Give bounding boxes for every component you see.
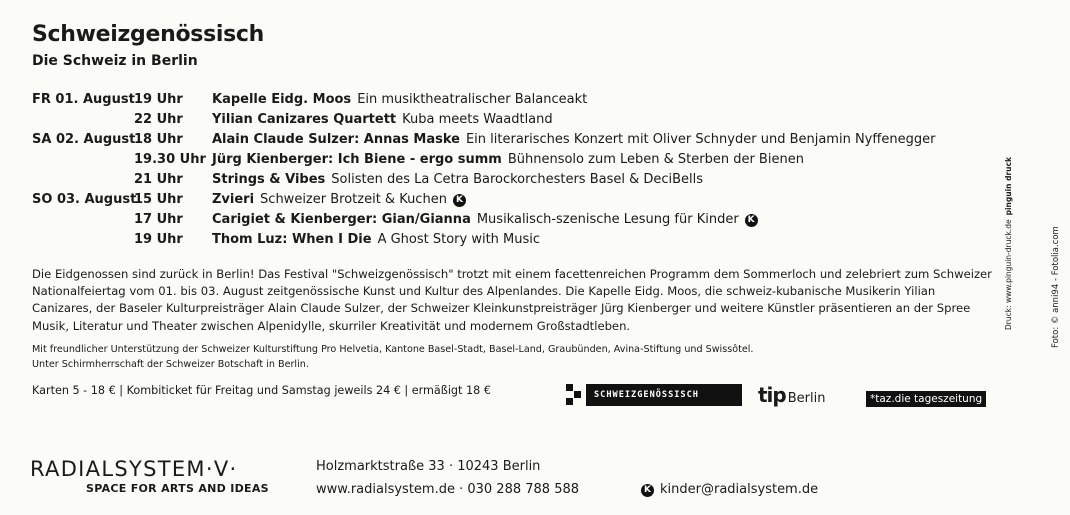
event-time: 21 Uhr (134, 172, 183, 187)
event-day: SO 03. August (32, 192, 137, 207)
event-time: 18 Uhr (134, 132, 183, 147)
tip-berlin-logo (758, 383, 825, 407)
event-time: 15 Uhr (134, 192, 183, 207)
event-description: Musikalisch-szenische Lesung für Kinder (476, 212, 739, 227)
print-credit (1004, 157, 1013, 330)
event-description: Ein literarisches Konzert mit Oliver Schnyder und Benjamin Nyffenegger (465, 132, 936, 147)
website-phone: www.radialsystem.de · 030 288 788 588 (316, 482, 580, 497)
logo-text: SCHWEIZGENÖSSISCH (586, 384, 742, 406)
event-day: SA 02. August (32, 132, 136, 147)
event-name: Thom Luz: When I Die (212, 232, 372, 247)
event-name: Jürg Kienberger: Ich Biene - ergo summ (212, 152, 502, 167)
tip-logo-word: tip (758, 383, 786, 407)
event (212, 132, 935, 147)
event (212, 232, 540, 247)
schweizgenoessisch-logo (566, 384, 742, 406)
page-subtitle: Die Schweiz in Berlin (32, 53, 198, 69)
event-time: 22 Uhr (134, 112, 183, 127)
event-name: Yilian Canizares Quartett (212, 112, 397, 127)
photo-credit: Foto: © anni94 - Fotolia.com (1051, 226, 1061, 348)
event-day: FR 01. August (32, 92, 135, 107)
event-time: 19.30 Uhr (134, 152, 206, 167)
logo-square (566, 398, 573, 405)
tip-logo-city: Berlin (787, 391, 826, 406)
event-name: Alain Claude Sulzer: Annas Maske (212, 132, 460, 147)
event (212, 112, 553, 127)
email-text: kinder@radialsystem.de (660, 482, 819, 497)
event-description: Solisten des La Cetra Barockorchesters Basel & DeciBells (331, 172, 704, 187)
contact-email (641, 482, 818, 497)
event-description: Bühnensolo zum Leben & Sterben der Bienen (507, 152, 804, 167)
event (212, 212, 758, 227)
kids-icon: K (745, 214, 758, 227)
print-logo: pinguin druck (1004, 157, 1013, 216)
event-time: 17 Uhr (134, 212, 183, 227)
event-name: Zvieri (212, 192, 255, 207)
event (212, 172, 703, 187)
patronage-line: Unter Schirmherrschaft der Schweizer Botschaft in Berlin. (32, 358, 309, 370)
logo-square (574, 391, 581, 398)
event (212, 192, 466, 207)
support-line: Mit freundlicher Unterstützung der Schweizer Kulturstiftung Pro Helvetia, Kantone Basel-Stadt, Basel-Land, Graubünden, Avina-Stiftung und Swissôtel. (32, 344, 754, 355)
kids-icon: K (453, 194, 466, 207)
event-description: Schweizer Brotzeit & Kuchen (260, 192, 447, 207)
event-time: 19 Uhr (134, 92, 183, 107)
kids-icon: K (641, 484, 654, 497)
page-title: Schweizgenössisch (32, 22, 265, 47)
print-credit-text: Druck: www.pinguin-druck.de (1004, 219, 1013, 330)
event-description: A Ghost Story with Music (377, 232, 541, 247)
event (212, 92, 587, 107)
event-name: Strings & Vibes (212, 172, 326, 187)
taz-logo: *taz.die tageszeitung (866, 391, 986, 407)
logo-square (566, 384, 573, 391)
event-description: Kuba meets Waadtland (402, 112, 553, 127)
event-time: 19 Uhr (134, 232, 183, 247)
radialsystem-logo: RADIALSYSTEM·V· (30, 457, 238, 481)
event-name: Kapelle Eidg. Moos (212, 92, 352, 107)
radialsystem-tagline: SPACE FOR ARTS AND IDEAS (86, 482, 269, 495)
event-name: Carigiet & Kienberger: Gian/Gianna (212, 212, 471, 227)
support-notice (32, 343, 992, 372)
ticket-prices: Karten 5 - 18 € | Kombiticket für Freitag und Samstag jeweils 24 € | ermäßigt 18 € (32, 384, 491, 397)
festival-description: Die Eidgenossen sind zurück in Berlin! Das Festival "Schweizgenössisch" trotzt mit einem facettenreichen Programm dem Sommerloch und zelebriert zum Schweizer Nationalfeiertag vom 01. bis 03. August zeitgenössische Kunst und Kultur des Alpenlandes. Die Kapelle Eidg. Moos, die schweiz-kubanische Musikerin Yilian Canizares, der Baseler Kulturpreisträger Alain Claude Sulzer, der Schweizer Kleinkunstpreisträger Jürg Kienberger und weitere Künstler präsentieren an der Spree Musik, Literatur und Theater zwischen Alpenidylle, skurriler Kreativität und modernem Großstadtleben. (32, 267, 992, 333)
event-description: Ein musiktheatralischer Balanceakt (357, 92, 588, 107)
venue-address: Holzmarktstraße 33 · 10243 Berlin (316, 459, 541, 474)
event (212, 152, 804, 167)
